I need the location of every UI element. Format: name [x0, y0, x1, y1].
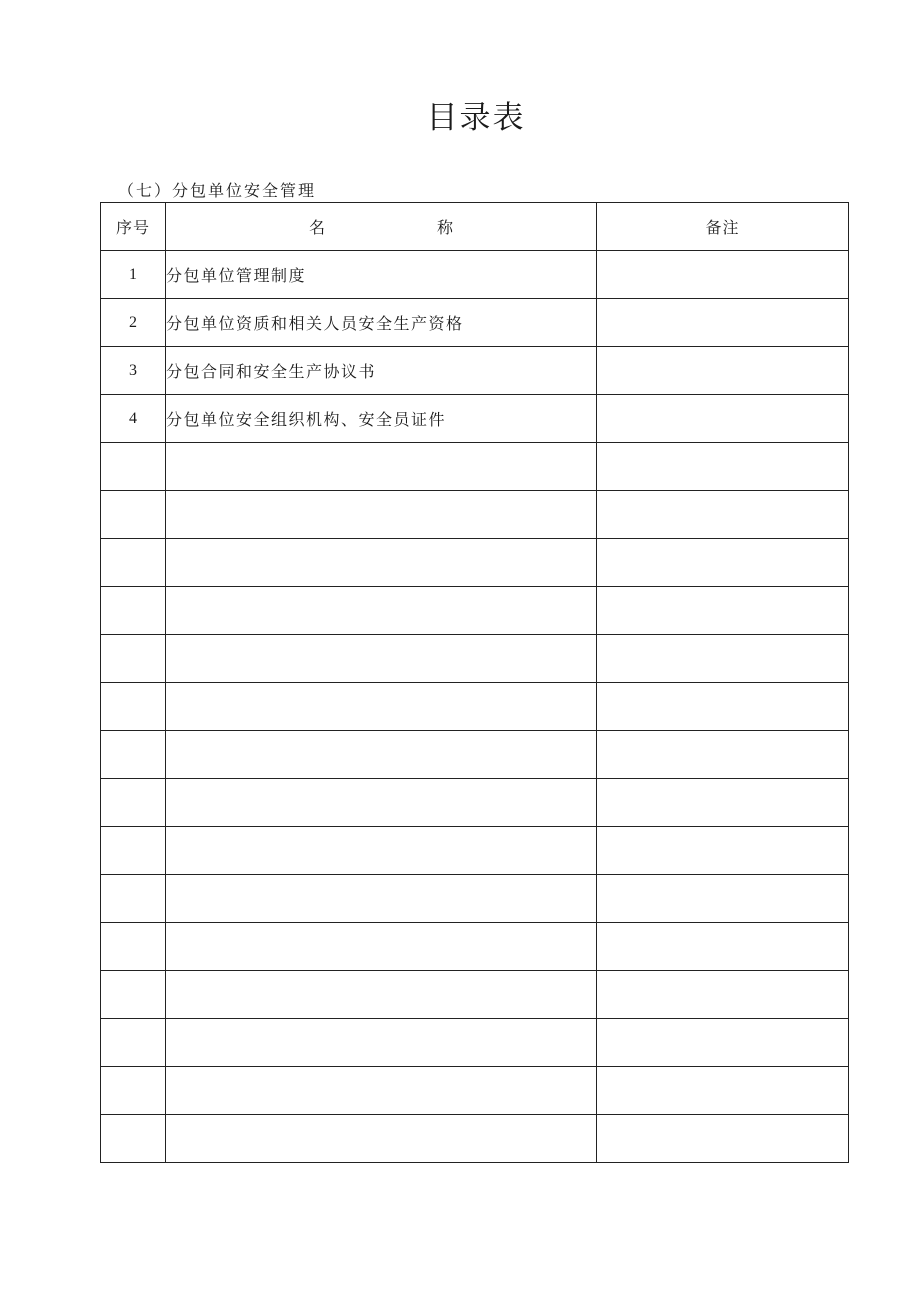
cell-serial-number: [101, 539, 166, 587]
cell-remark: [597, 683, 849, 731]
table-row: [101, 635, 849, 683]
cell-remark: [597, 875, 849, 923]
cell-remark: [597, 923, 849, 971]
cell-serial-number: 4: [101, 395, 166, 443]
table-row: [101, 731, 849, 779]
cell-item-name: 分包单位管理制度: [166, 251, 597, 299]
cell-item-name: [166, 827, 597, 875]
cell-item-name: [166, 491, 597, 539]
cell-item-name: [166, 635, 597, 683]
cell-serial-number: [101, 779, 166, 827]
cell-serial-number: [101, 1019, 166, 1067]
cell-item-name: [166, 779, 597, 827]
table-row: [101, 1067, 849, 1115]
cell-item-name: [166, 971, 597, 1019]
cell-serial-number: 1: [101, 251, 166, 299]
table-row: [101, 1019, 849, 1067]
cell-remark: [597, 827, 849, 875]
cell-serial-number: [101, 731, 166, 779]
table-row: [101, 395, 849, 443]
table-row: [101, 827, 849, 875]
cell-item-name: [166, 1019, 597, 1067]
table-row: [101, 1115, 849, 1163]
table-row: [101, 347, 849, 395]
cell-remark: [597, 1067, 849, 1115]
table-body: [101, 251, 849, 1163]
cell-remark: [597, 1019, 849, 1067]
cell-item-name: 分包单位安全组织机构、安全员证件: [166, 395, 597, 443]
table-row: [101, 443, 849, 491]
table-row: [101, 299, 849, 347]
cell-remark: [597, 971, 849, 1019]
header-name-part2: 称: [437, 218, 454, 237]
table-row: [101, 587, 849, 635]
cell-remark: [597, 491, 849, 539]
header-name: [166, 203, 597, 251]
cell-serial-number: [101, 1115, 166, 1163]
cell-remark: [597, 443, 849, 491]
cell-remark: [597, 731, 849, 779]
cell-item-name: 分包单位资质和相关人员安全生产资格: [166, 299, 597, 347]
header-remark: 备注: [597, 203, 849, 251]
toc-table: [100, 202, 849, 1163]
table-row: [101, 971, 849, 1019]
cell-item-name: [166, 587, 597, 635]
cell-serial-number: [101, 827, 166, 875]
cell-serial-number: 3: [101, 347, 166, 395]
table-row: [101, 539, 849, 587]
cell-serial-number: [101, 923, 166, 971]
cell-remark: [597, 299, 849, 347]
table-row: [101, 779, 849, 827]
cell-serial-number: [101, 875, 166, 923]
cell-serial-number: [101, 971, 166, 1019]
cell-remark: [597, 635, 849, 683]
cell-item-name: [166, 539, 597, 587]
cell-remark: [597, 779, 849, 827]
cell-item-name: [166, 1067, 597, 1115]
cell-remark: [597, 395, 849, 443]
table-row: [101, 491, 849, 539]
cell-serial-number: [101, 443, 166, 491]
cell-remark: [597, 587, 849, 635]
cell-remark: [597, 251, 849, 299]
cell-serial-number: 2: [101, 299, 166, 347]
header-name-part1: 名: [308, 218, 325, 237]
cell-item-name: [166, 731, 597, 779]
cell-serial-number: [101, 587, 166, 635]
cell-item-name: [166, 875, 597, 923]
section-heading: （七）分包单位安全管理: [118, 181, 317, 200]
cell-item-name: [166, 443, 597, 491]
cell-serial-number: [101, 1067, 166, 1115]
cell-item-name: [166, 923, 597, 971]
cell-item-name: 分包合同和安全生产协议书: [166, 347, 597, 395]
table-row: [101, 251, 849, 299]
table-row: [101, 923, 849, 971]
cell-serial-number: [101, 491, 166, 539]
cell-item-name: [166, 683, 597, 731]
cell-serial-number: [101, 683, 166, 731]
cell-remark: [597, 347, 849, 395]
header-serial-number: 序号: [101, 203, 166, 251]
cell-remark: [597, 539, 849, 587]
table-row: [101, 875, 849, 923]
table-header-row: [101, 203, 849, 251]
cell-remark: [597, 1115, 849, 1163]
page-title: 目录表: [426, 100, 526, 136]
cell-item-name: [166, 1115, 597, 1163]
table-row: [101, 683, 849, 731]
cell-serial-number: [101, 635, 166, 683]
